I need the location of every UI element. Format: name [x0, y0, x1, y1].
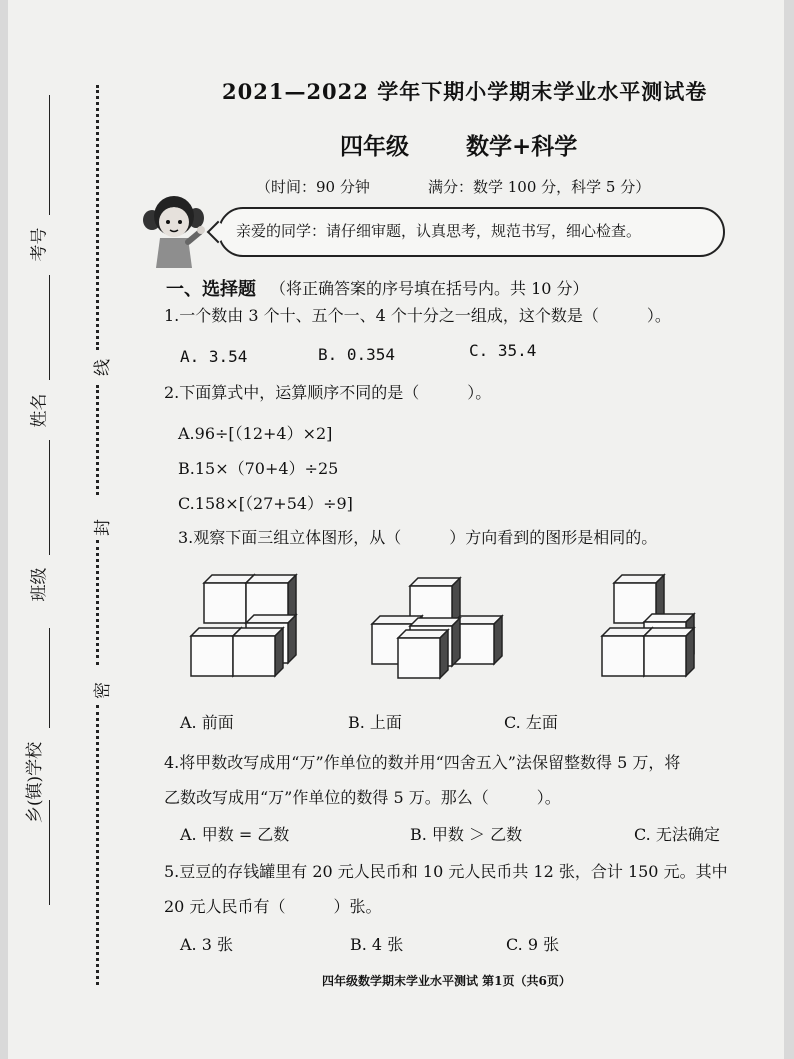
name-label: 姓名 [29, 393, 50, 428]
q1-option-a: A. 3.54 [180, 347, 248, 366]
exam-title: 2021—2022 学年下期小学期末学业水平测试卷 [222, 79, 708, 104]
q2-option-c: C.158×[（27+54）÷9] [178, 494, 353, 513]
q5-option-b: B. 4 张 [350, 935, 404, 954]
question-1: 1.一个数由 3 个十、五个一、4 个十分之一组成，这个数是（ ）。 [164, 306, 671, 325]
q4-option-a: A. 甲数 = 乙数 [180, 825, 290, 844]
question-2: 2.下面算式中，运算顺序不同的是（ ）。 [164, 383, 492, 402]
q3-option-b: B. 上面 [348, 713, 402, 732]
exam-number-line [49, 95, 50, 215]
q2-option-a: A.96÷[（12+4）×2] [178, 424, 333, 443]
line-mark: 线 [93, 359, 113, 376]
q5-option-a: A. 3 张 [180, 935, 233, 954]
q1-option-c: C. 35.4 [469, 341, 537, 360]
binding-dotted-line [96, 385, 99, 495]
question-3: 3.观察下面三组立体图形，从（ ）方向看到的图形是相同的。 [178, 528, 658, 547]
score-info: 满分：数学 100 分，科学 5 分） [428, 178, 651, 196]
time-info: （时间：90 分钟 [256, 178, 370, 196]
q3-option-a: A. 前面 [180, 713, 234, 732]
greeting-text: 亲爱的同学：请仔细审题，认真思考，规范书写，细心检查。 [236, 222, 642, 240]
cube-group-c [602, 575, 694, 676]
q4-option-c: C. 无法确定 [634, 825, 720, 844]
question-4-line-2: 乙数改写成用“万”作单位的数得 5 万。那么（ ）。 [164, 788, 561, 807]
cube-group-a [191, 575, 296, 676]
binding-dotted-line [96, 540, 99, 665]
class-line [49, 440, 50, 555]
exam-number-label: 考号 [29, 227, 50, 262]
girl-illustration [138, 188, 214, 270]
class-label: 班级 [29, 567, 50, 602]
binding-dotted-line [96, 85, 99, 350]
q2-option-b: B.15×（70+4）÷25 [178, 459, 339, 478]
school-line-1 [49, 628, 50, 728]
q3-option-c: C. 左面 [504, 713, 558, 732]
seal-mark: 封 [93, 519, 113, 536]
cube-figures [186, 570, 706, 682]
question-5-line-2: 20 元人民币有（ ）张。 [164, 897, 382, 916]
page-footer: 四年级数学期末学业水平测试 第1页（共6页） [322, 974, 571, 988]
q1-option-b: B. 0.354 [318, 345, 396, 364]
binding-dotted-line [96, 705, 99, 985]
school-line-2 [49, 800, 50, 905]
grade-label: 四年级 [340, 133, 409, 160]
question-5-line-1: 5.豆豆的存钱罐里有 20 元人民币和 10 元人民币共 12 张，合计 150 元。其中 [164, 862, 728, 881]
q4-option-b: B. 甲数 ＞ 乙数 [410, 825, 523, 844]
subject-label: 数学+科学 [466, 133, 578, 160]
school-label: 乡(镇)学校 [25, 741, 46, 824]
name-line [49, 275, 50, 380]
secret-mark: 密 [93, 682, 113, 699]
section-instruction: （将正确答案的序号填在括号内。共 10 分） [270, 279, 589, 298]
section-heading: 一、选择题 [166, 279, 256, 300]
q5-option-c: C. 9 张 [506, 935, 560, 954]
question-4-line-1: 4.将甲数改写成用“万”作单位的数并用“四舍五入”法保留整数得 5 万，将 [164, 753, 681, 772]
cube-group-b [372, 578, 502, 678]
